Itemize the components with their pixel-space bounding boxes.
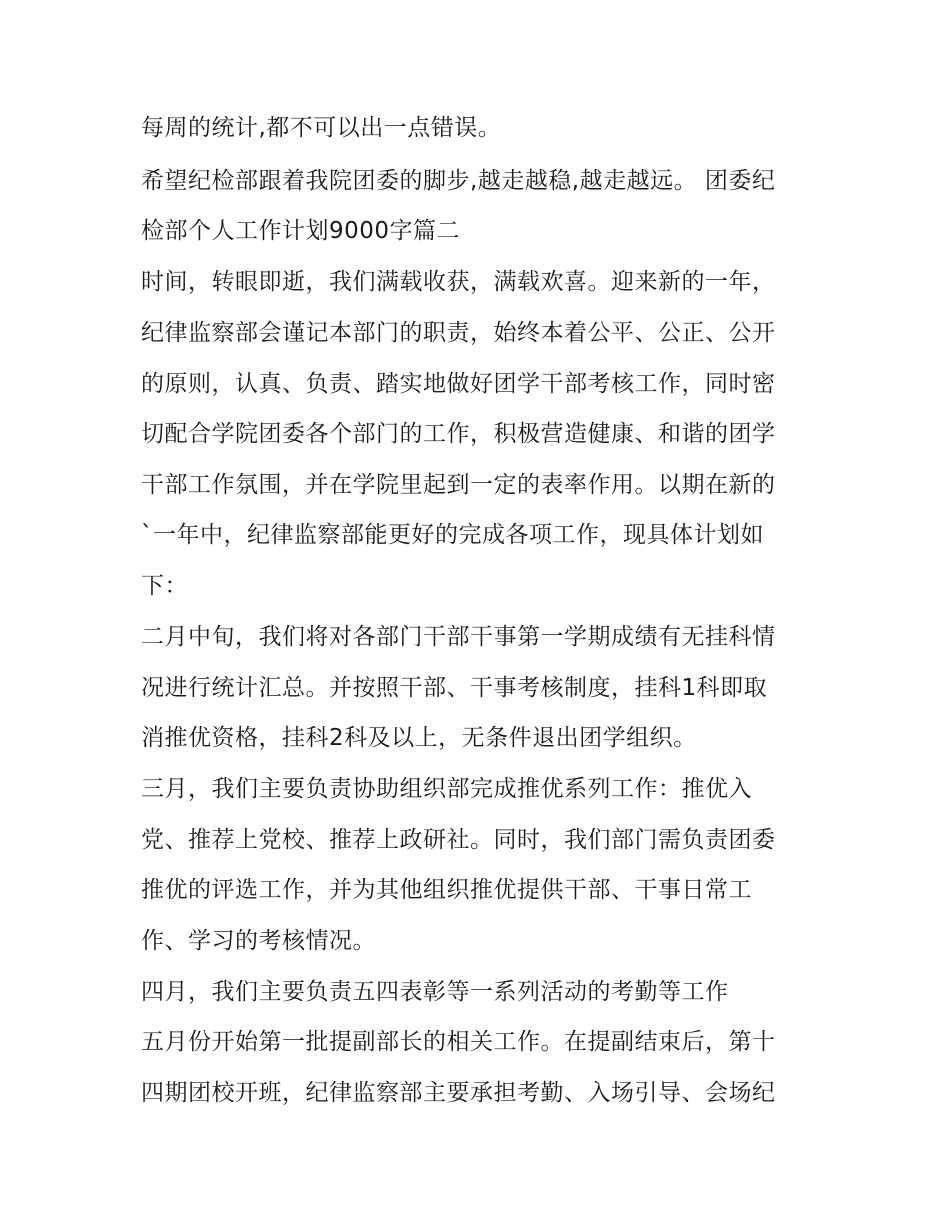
- text-line: 干部工作氛围，并在学院里起到一定的表率作用。以期在新的: [141, 472, 776, 498]
- text-line: `一年中，纪律监察部能更好的完成各项工作，现具体计划如: [141, 522, 764, 548]
- text-line: 四期团校开班，纪律监察部主要承担考勤、入场引导、会场纪: [141, 1080, 776, 1106]
- text-line: 检部个人工作计划9000字篇二: [141, 218, 461, 244]
- text-line: 党、推荐上党校、推荐上政研社。同时，我们部门需负责团委: [141, 827, 776, 853]
- text-line: 纪律监察部会谨记本部门的职责，始终本着公平、公正、公开: [141, 320, 776, 346]
- text-line: 每周的统计,都不可以出一点错误。: [141, 115, 502, 141]
- text-line: 况进行统计汇总。并按照干部、干事考核制度，挂科1科即取: [141, 675, 768, 701]
- text-line: 的原则，认真、负责、踏实地做好团学干部考核工作，同时密: [141, 371, 776, 397]
- text-line: 消推优资格，挂科2科及以上，无条件退出团学组织。: [141, 725, 697, 751]
- text-line: 二月中旬，我们将对各部门干部干事第一学期成绩有无挂科情: [141, 624, 776, 650]
- text-line: 推优的评选工作，并为其他组织推优提供干部、干事日常工: [141, 877, 752, 903]
- text-line: 作、学习的考核情况。: [141, 928, 376, 954]
- text-line: 希望纪检部跟着我院团委的脚步,越走越稳,越走越远。 团委纪: [141, 168, 776, 194]
- text-line: 五月份开始第一批提副部长的相关工作。在提副结束后，第十: [141, 1029, 776, 1055]
- text-line: 三月，我们主要负责协助组织部完成推优系列工作：推优入: [141, 776, 752, 802]
- text-line: 四月，我们主要负责五四表彰等一系列活动的考勤等工作: [141, 979, 729, 1005]
- text-line: 切配合学院团委各个部门的工作，积极营造健康、和谐的团学: [141, 421, 776, 447]
- text-line: 下：: [141, 573, 188, 599]
- text-line: 时间，转眼即逝，我们满载收获，满载欢喜。迎来新的一年，: [141, 269, 776, 295]
